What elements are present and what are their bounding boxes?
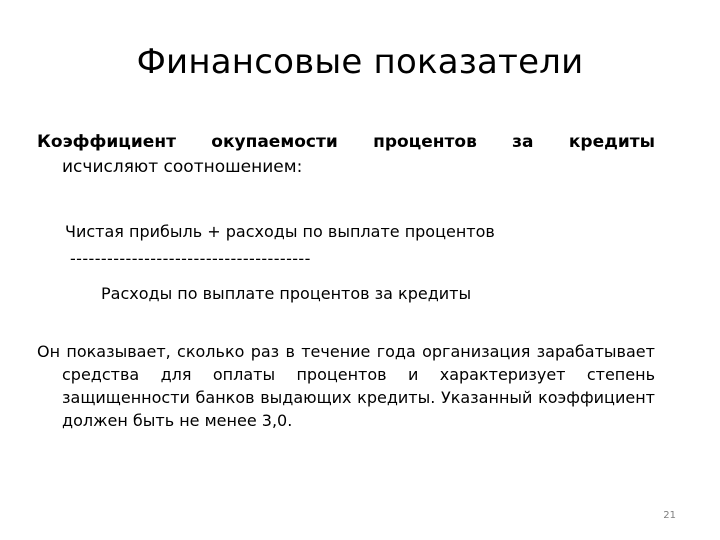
paragraph-word: степень	[586, 365, 655, 384]
paragraph-word: раз	[250, 342, 280, 361]
intro-text	[37, 130, 655, 180]
paragraph-word: процентов	[296, 365, 387, 384]
paragraph-word: средства	[62, 365, 140, 384]
page-number: 21	[663, 510, 676, 521]
paragraph-word: характеризует	[439, 365, 566, 384]
paragraph-word: коэффициент	[538, 388, 655, 407]
paragraph-word: защищенности	[62, 388, 190, 407]
intro-word: за	[512, 132, 534, 152]
paragraph-word: зарабатывает	[536, 342, 655, 361]
paragraph-line-1	[37, 340, 655, 363]
intro-line-2: исчисляют соотношением:	[62, 157, 303, 177]
explanation-paragraph	[37, 340, 655, 432]
paragraph-word: Он	[37, 342, 61, 361]
paragraph-word: года	[376, 342, 416, 361]
paragraph-word: в	[285, 342, 295, 361]
intro-word: окупаемости	[211, 132, 338, 152]
paragraph-line-4: должен быть не менее 3,0.	[62, 411, 293, 430]
paragraph-line-3	[37, 386, 655, 409]
paragraph-word: оплаты	[212, 365, 276, 384]
paragraph-word: и	[407, 365, 419, 384]
paragraph-word: банков	[195, 388, 255, 407]
formula-numerator: Чистая прибыль + расходы по выплате процентов	[65, 222, 495, 241]
intro-word: Коэффициент	[37, 132, 176, 152]
paragraph-word: сколько	[177, 342, 245, 361]
paragraph-word: для	[160, 365, 192, 384]
paragraph-line-2	[37, 363, 655, 386]
paragraph-word: выдающих	[260, 388, 352, 407]
paragraph-word: Указанный	[440, 388, 533, 407]
paragraph-word: течение	[301, 342, 371, 361]
intro-word: кредиты	[568, 132, 655, 152]
paragraph-word: кредиты.	[357, 388, 436, 407]
formula-divider: ---------------------------------------	[70, 249, 311, 268]
slide-title: Финансовые показатели	[136, 42, 584, 82]
paragraph-word: организация	[422, 342, 531, 361]
formula-denominator: Расходы по выплате процентов за кредиты	[101, 284, 472, 303]
intro-word: процентов	[373, 132, 477, 152]
paragraph-word: показывает,	[66, 342, 171, 361]
intro-line-1	[37, 130, 655, 155]
